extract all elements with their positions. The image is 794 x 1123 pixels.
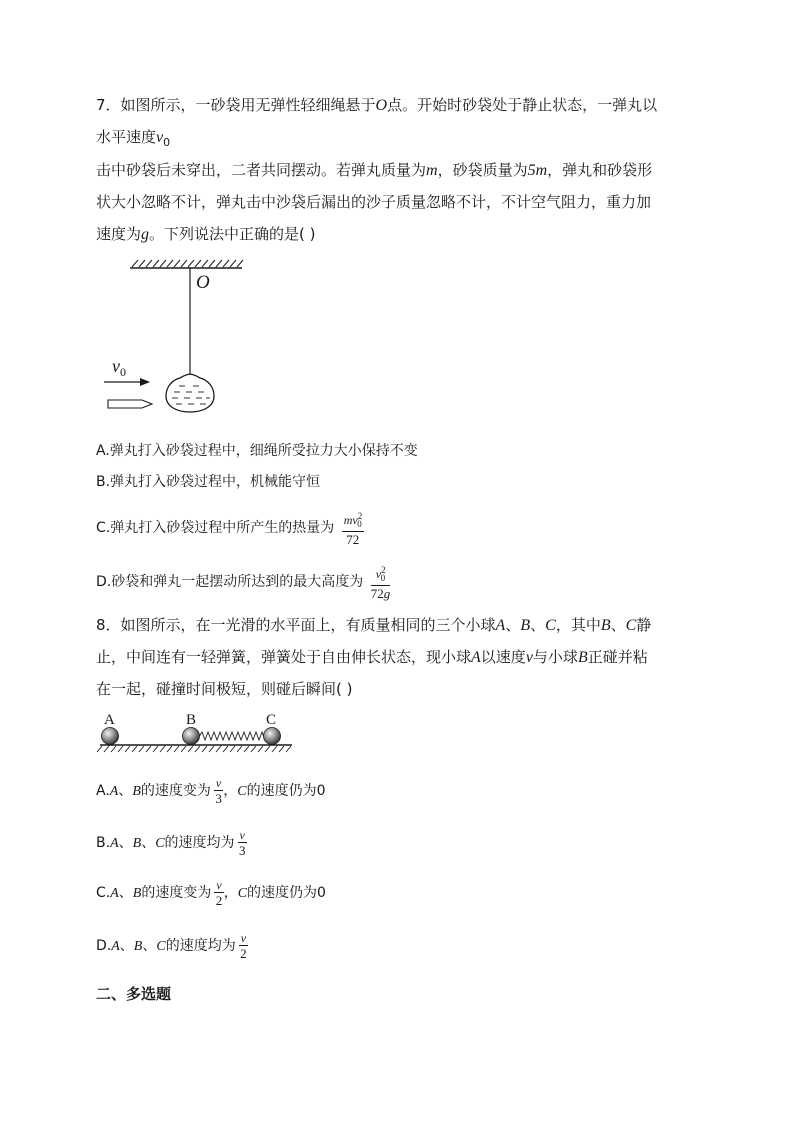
ball-a-label: A — [104, 712, 115, 728]
q8-text: ，其中 — [555, 616, 601, 634]
q8-option-b-text: 的速度均为 — [164, 835, 235, 851]
q8-var: C — [155, 836, 165, 851]
q8-option-c-text: 、 — [118, 885, 133, 901]
q7-var-m: m — [426, 162, 438, 179]
q7-option-b[interactable] — [96, 472, 320, 492]
q8-var: C — [237, 886, 248, 901]
q7-text: 。下列说法中正确的是( ) — [149, 225, 316, 243]
bullet — [108, 400, 152, 408]
q7-option-d-text: D.砂袋和弹丸一起摆动所达到的最大高度为 — [96, 574, 364, 591]
q8-option-d-fraction: $\frac{v}{2}$ — [240, 931, 247, 961]
q8-option-d[interactable] — [96, 931, 248, 961]
q8-var: B — [132, 784, 141, 799]
q8-figure — [96, 708, 296, 756]
q8-var: A — [111, 939, 120, 954]
q8-var: B — [520, 617, 531, 634]
q8-var: B — [132, 886, 142, 901]
q8-option-b-text: B. — [96, 835, 111, 851]
q7-option-a[interactable] — [96, 441, 418, 461]
q8-option-a[interactable] — [96, 776, 326, 806]
q8-text: 以速度 — [480, 648, 526, 666]
q8-option-c-text: ， — [223, 885, 238, 901]
q8-option-d-text: 的速度均为 — [165, 938, 236, 954]
q8-var: C — [156, 939, 166, 954]
q8-option-c[interactable] — [96, 878, 326, 908]
q8-option-d-text: D. — [96, 938, 112, 954]
q7-option-b-text: B.弹丸打入砂袋过程中，机械能守恒 — [96, 474, 321, 490]
q8-option-a-text: A. — [96, 783, 110, 799]
q8-option-c-fraction: $\frac{v}{2}$ — [215, 878, 223, 908]
spring — [200, 732, 264, 740]
velocity-arrowhead — [140, 378, 150, 386]
q8-stem-line2 — [96, 646, 648, 669]
q8-text: 与小球 — [532, 648, 578, 666]
sandbag — [166, 374, 214, 412]
q7-stem-line3 — [96, 159, 652, 182]
q7-sub: 0 — [163, 136, 171, 149]
q8-text: 、 — [610, 616, 626, 634]
q8-option-d-text: 、 — [142, 938, 157, 954]
q7-text: 水平速度 — [96, 128, 157, 146]
q8-var: B — [132, 836, 142, 851]
q8-var: C — [545, 617, 556, 634]
q8-var: B — [577, 649, 588, 666]
ground-hatch — [97, 746, 291, 752]
q8-option-b[interactable] — [96, 828, 247, 858]
q8-text: 、 — [505, 616, 521, 634]
q7-var-5m: 5m — [527, 162, 548, 179]
q7-option-d[interactable] — [96, 563, 390, 601]
velocity-label: $v_0$ — [112, 356, 126, 379]
q8-var: A — [495, 617, 506, 634]
q7-text: 击中砂袋后未穿出，二者共同摆动。若弹丸质量为 — [96, 161, 427, 179]
q8-var: C — [237, 784, 247, 799]
q7-text: 状大小忽略不计，弹丸击中沙袋后漏出的沙子质量忽略不计，不计空气阻力，重力加 — [96, 193, 652, 211]
q8-option-a-text: 的速度变为 — [140, 783, 211, 799]
ball-b-label: B — [186, 712, 197, 728]
q8-option-c-text: 的速度仍为0 — [247, 885, 326, 901]
q7-option-c-text: C.弹丸打入砂袋过程中所产生的热量为 — [96, 520, 335, 537]
q8-option-b-text: 、 — [118, 835, 133, 851]
q8-var: v — [525, 649, 533, 666]
q8-option-c-text: C. — [96, 885, 111, 901]
q8-var: A — [110, 886, 119, 901]
q7-stem-line4 — [96, 191, 651, 213]
q8-option-a-text: ， — [223, 783, 238, 799]
q8-text: 8．如图所示，在一光滑的水平面上，有质量相同的三个小球 — [96, 616, 496, 634]
q8-var: B — [600, 617, 611, 634]
q8-var: A — [471, 649, 481, 666]
q8-text: 静 — [636, 616, 652, 634]
q8-option-c-text: 的速度变为 — [141, 885, 212, 901]
q8-text: 止，中间连有一轻弹簧，弹簧处于自由伸长状态，现小球 — [96, 648, 472, 666]
q7-var-g: g — [141, 226, 150, 243]
q8-var: A — [110, 836, 119, 851]
q7-stem-line2 — [96, 126, 170, 154]
q8-var: C — [625, 617, 637, 634]
q7-text: 点。开始时砂袋处于静止状态，一弹丸以 — [387, 96, 658, 114]
q7-option-c-fraction: $\frac{mv^2_0}{72}$ — [343, 511, 363, 548]
point-O-label: O — [196, 272, 210, 293]
ball-a — [102, 728, 119, 745]
q8-var: B — [133, 939, 143, 954]
q7-option-a-text: A.弹丸打入砂袋过程中，细绳所受拉力大小保持不变 — [96, 443, 418, 459]
q7-text: ，弹丸和砂袋形 — [547, 161, 653, 179]
section-heading: 二、多选题 — [96, 985, 172, 1003]
q8-option-d-text: 、 — [119, 938, 134, 954]
ball-c-label: C — [266, 712, 277, 728]
q8-option-a-fraction: $\frac{v}{3}$ — [215, 776, 222, 806]
q8-text: 正碰并粘 — [587, 648, 648, 666]
q7-option-c[interactable] — [96, 509, 364, 547]
q7-text: 7．如图所示，一砂袋用无弹性轻细绳悬于 — [96, 96, 376, 114]
q7-stem-line5 — [96, 223, 316, 246]
q7-text: ，砂袋质量为 — [437, 161, 528, 179]
ball-c — [264, 728, 281, 745]
q8-text: 在一起，碰撞时间极短，则碰后瞬间( ) — [96, 680, 353, 698]
q7-var-v: v — [156, 129, 164, 146]
q8-option-b-text: 、 — [141, 835, 156, 851]
q8-var: A — [109, 784, 119, 799]
ball-b — [183, 728, 200, 745]
q8-option-a-text: 的速度仍为0 — [246, 783, 326, 799]
q7-figure — [96, 254, 256, 414]
q8-stem-line1 — [96, 614, 651, 637]
q8-option-a-text: 、 — [118, 783, 133, 799]
q7-text: 速度为 — [96, 225, 142, 243]
q7-var-O: O — [375, 97, 388, 114]
ceiling-hatch — [132, 260, 243, 267]
q8-stem-line3 — [96, 678, 352, 700]
q8-text: 、 — [530, 616, 546, 634]
q7-option-d-fraction: $\frac{v^2_0}{72g}$ — [370, 565, 391, 602]
q8-option-b-fraction: $\frac{v}{3}$ — [238, 828, 246, 858]
q7-stem-line1 — [96, 94, 657, 117]
